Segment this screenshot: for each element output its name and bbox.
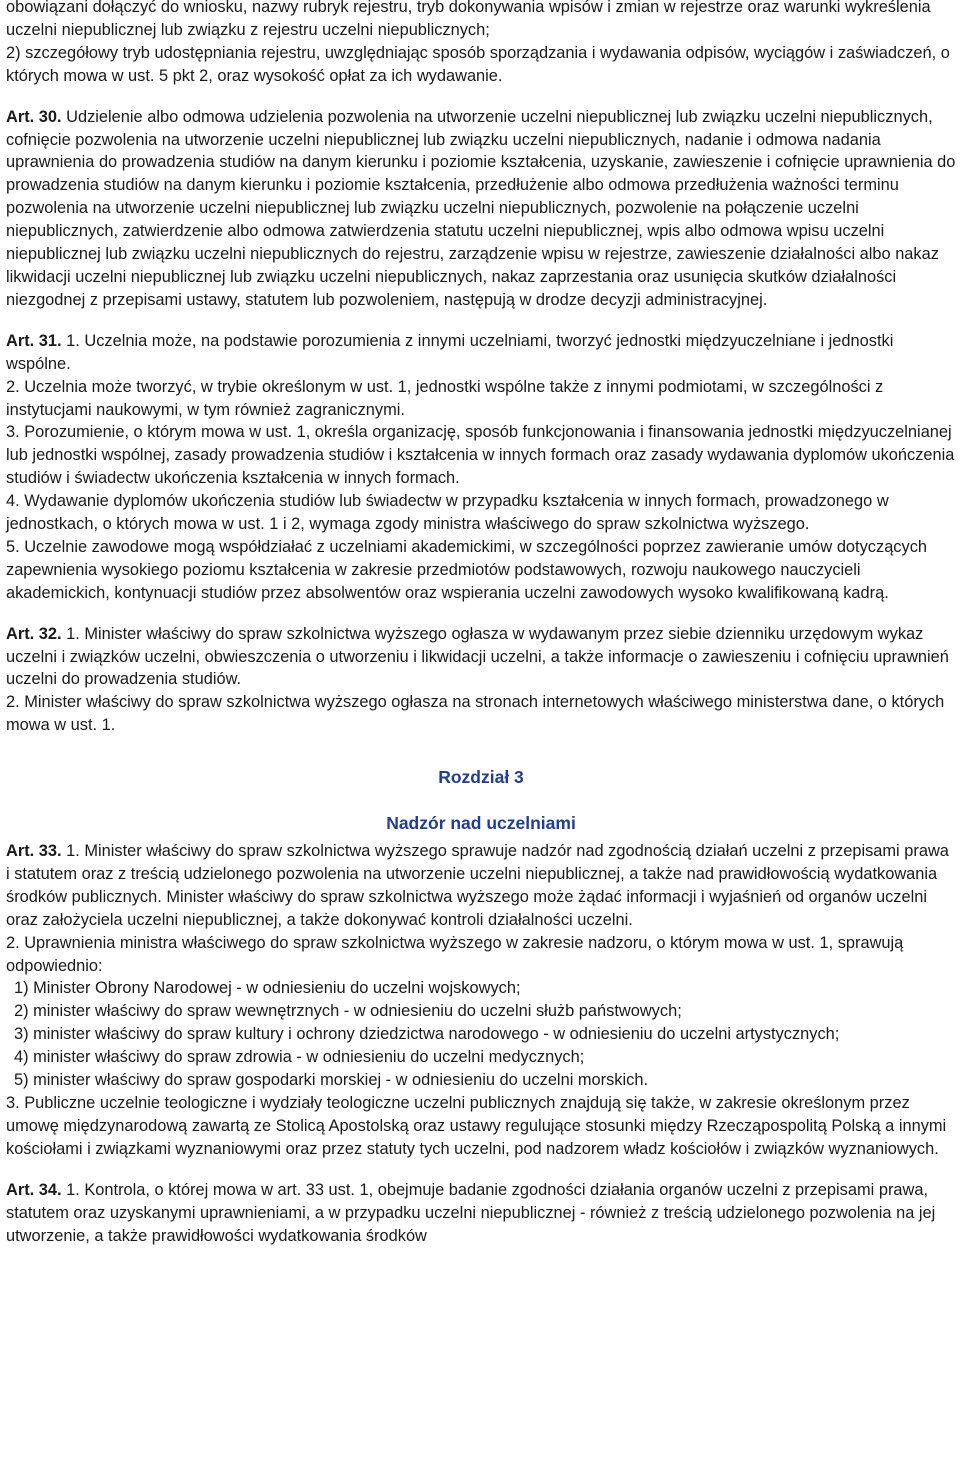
article-31-para-2: 2. Uczelnia może tworzyć, w trybie określonym w ust. 1, jednostki wspólne także z innymi podmiotami, w szczególności z instytucjami naukowymi, w tym również zagranicznymi. [6, 377, 884, 419]
article-30-text: Udzielenie albo odmowa udzielenia pozwolenia na utworzenie uczelni niepublicznej lub związku uczelni niepublicznych, cofnięcie pozwolenia na utworzenie uczelni niepublicznej lub związku uczelni niepublicznych, nadanie i odmowa nadania uprawnienia do prowadzenia studiów na danym kierunku i poziomie kształcenia, uzyskanie, zawieszenie i cofnięcie uprawnienia do prowadzenia studiów na danym kierunku i poziomie kształcenia, przedłużenie albo odmowa przedłużenia ważności terminu pozwolenia na utworzenie uczelni niepublicznej lub związku uczelni niepublicznych, pozwolenie na połączenie uczelni niepublicznych, zatwierdzenie albo odmowa zatwierdzenia statutu uczelni niepublicznej, wpis albo odmowa wpisu uczelni niepublicznej lub związku uczelni niepublicznych do rejestru, zarządzenie wpisu w rejestrze, zawieszenie działalności albo nakaz likwidacji uczelni niepublicznej lub związku uczelni niepublicznych, nakaz zaprzestania oraz usunięcia skutków działalności niezgodnej z przepisami ustawy, statutem lub pozwoleniem, następują w drodze decyzji administracyjnej. [6, 107, 956, 309]
list-item: 5) minister właściwy do spraw gospodarki morskiej - w odniesieniu do uczelni morskich. [14, 1071, 649, 1090]
list-item: 3) minister właściwy do spraw kultury i ochrony dziedzictwa narodowego - w odniesieniu do uczelni artystycznych; [14, 1025, 840, 1044]
chapter-number: Rozdział 3 [438, 767, 524, 788]
article-30-label: Art. 30. [6, 107, 62, 126]
article-34-para-1-text: 1. Kontrola, o której mowa w art. 33 ust. 1, obejmuje badanie zgodności działania organów uczelni z przepisami prawa, statutem oraz uzyskanymi uprawnieniami, a w przypadku uczelni niepublicznej - również z treścią udzielonego pozwolenia na jej utworzenie, a także prawidłowości wydatkowania środków [6, 1180, 936, 1245]
article-31-para-1 [6, 330, 956, 376]
paragraph-top-2: 2) szczegółowy tryb udostępniania rejestru, uwzględniając sposób sporządzania i wydawania odpisów, wyciągów i zaświadczeń, o których mowa w ust. 5 pkt 2, oraz wysokość opłat za ich wydawanie. [6, 43, 950, 85]
list-item: 2) minister właściwy do spraw wewnętrznych - w odniesieniu do uczelni służb państwowych; [14, 1002, 682, 1021]
article-30 [6, 106, 956, 312]
list-item: 4) minister właściwy do spraw zdrowia - w odniesieniu do uczelni medycznych; [14, 1048, 585, 1067]
paragraph-top-1: obowiązani dołączyć do wniosku, nazwy rubryk rejestru, tryb dokonywania wpisów i zmian w rejestrze oraz warunki wykreślenia uczelni niepublicznej lub związku z rejestru uczelni niepublicznych; [6, 0, 931, 39]
article-32-label: Art. 32. [6, 624, 62, 643]
article-31-para-3: 3. Porozumienie, o którym mowa w ust. 1, określa organizację, sposób funkcjonowania i finansowania jednostki międzyuczelnianej lub jednostki wspólnej, zasady prowadzenia studiów i kształcenia w innych formach oraz zasady wydawania dyplomów ukończenia studiów i świadectw ukończenia kształcenia w innych formach. [6, 423, 955, 488]
article-33-para-1-text: 1. Minister właściwy do spraw szkolnictwa wyższego sprawuje nadzór nad zgodnością działań uczelni z przepisami prawa i statutem oraz z treścią udzielonego pozwolenia na utworzenie uczelni niepublicznej, a także nad prawidłowością wydatkowania środków publicznych. Minister właściwy do spraw szkolnictwa wyższego może żądać informacji i wyjaśnień od organów uczelni oraz założyciela uczelni niepublicznej, a także dokonywać kontroli działalności uczelni. [6, 842, 949, 929]
article-32-para-1 [6, 623, 956, 692]
article-31-para-4: 4. Wydawanie dyplomów ukończenia studiów lub świadectw w przypadku kształcenia w innych formach, prowadzonego w jednostkach, o których mowa w ust. 1 i 2, wymaga zgody ministra właściwego do spraw szkolnictwa wyższego. [6, 492, 889, 534]
article-33-para-2: 2. Uprawnienia ministra właściwego do spraw szkolnictwa wyższego w zakresie nadzoru, o którym mowa w ust. 1, sprawują odpowiednio: [6, 933, 904, 975]
article-31-para-5: 5. Uczelnie zawodowe mogą współdziałać z uczelniami akademickimi, w szczególności poprzez zawieranie umów dotyczących zapewnienia wysokiego poziomu kształcenia w zakresie przedmiotów podstawowych, rozwoju naukowego nauczycieli akademickich, kontynuacji studiów przez absolwentów oraz wspierania uczelni zawodowych wysoko kwalifikowaną kadrą. [6, 537, 928, 602]
article-31-label: Art. 31. [6, 331, 62, 350]
article-34-para-1 [6, 1179, 956, 1248]
list-item: 1) Minister Obrony Narodowej - w odniesieniu do uczelni wojskowych; [14, 979, 521, 998]
article-33-label: Art. 33. [6, 842, 62, 860]
article-32-para-2: 2. Minister właściwy do spraw szkolnictwa wyższego ogłasza na stronach internetowych właściwego ministerstwa dane, o których mowa w ust. 1. [6, 693, 945, 735]
article-32-para-1-text: 1. Minister właściwy do spraw szkolnictwa wyższego ogłasza w wydawanym przez siebie dzienniku urzędowym wykaz uczelni i związków uczelni, obwieszczenia o utworzeniu i likwidacji uczelni, a także informacje o zawieszeniu i cofnięciu uprawnień uczelni do prowadzenia studiów. [6, 624, 949, 689]
document-page [6, 0, 956, 1247]
article-33-para-1 [6, 840, 956, 932]
article-34-label: Art. 34. [6, 1180, 62, 1199]
chapter-title: Nadzór nad uczelniami [386, 813, 576, 834]
article-31-para-1-text: 1. Uczelnia może, na podstawie porozumienia z innymi uczelniami, tworzyć jednostki międzyuczelniane i jednostki wspólne. [6, 331, 894, 373]
article-33-para-3: 3. Publiczne uczelnie teologiczne i wydziały teologiczne uczelni publicznych znajdują się także, w zakresie określonym przez umowę międzynarodową zawartą ze Stolicą Apostolską oraz ustawy regulujące stosunki między Rzecząpospolitą Polską a innymi kościołami i związkami wyznaniowymi oraz przez statuty tych uczelni, pod nadzorem władz kościołów i związków wyznaniowych. [6, 1093, 947, 1158]
